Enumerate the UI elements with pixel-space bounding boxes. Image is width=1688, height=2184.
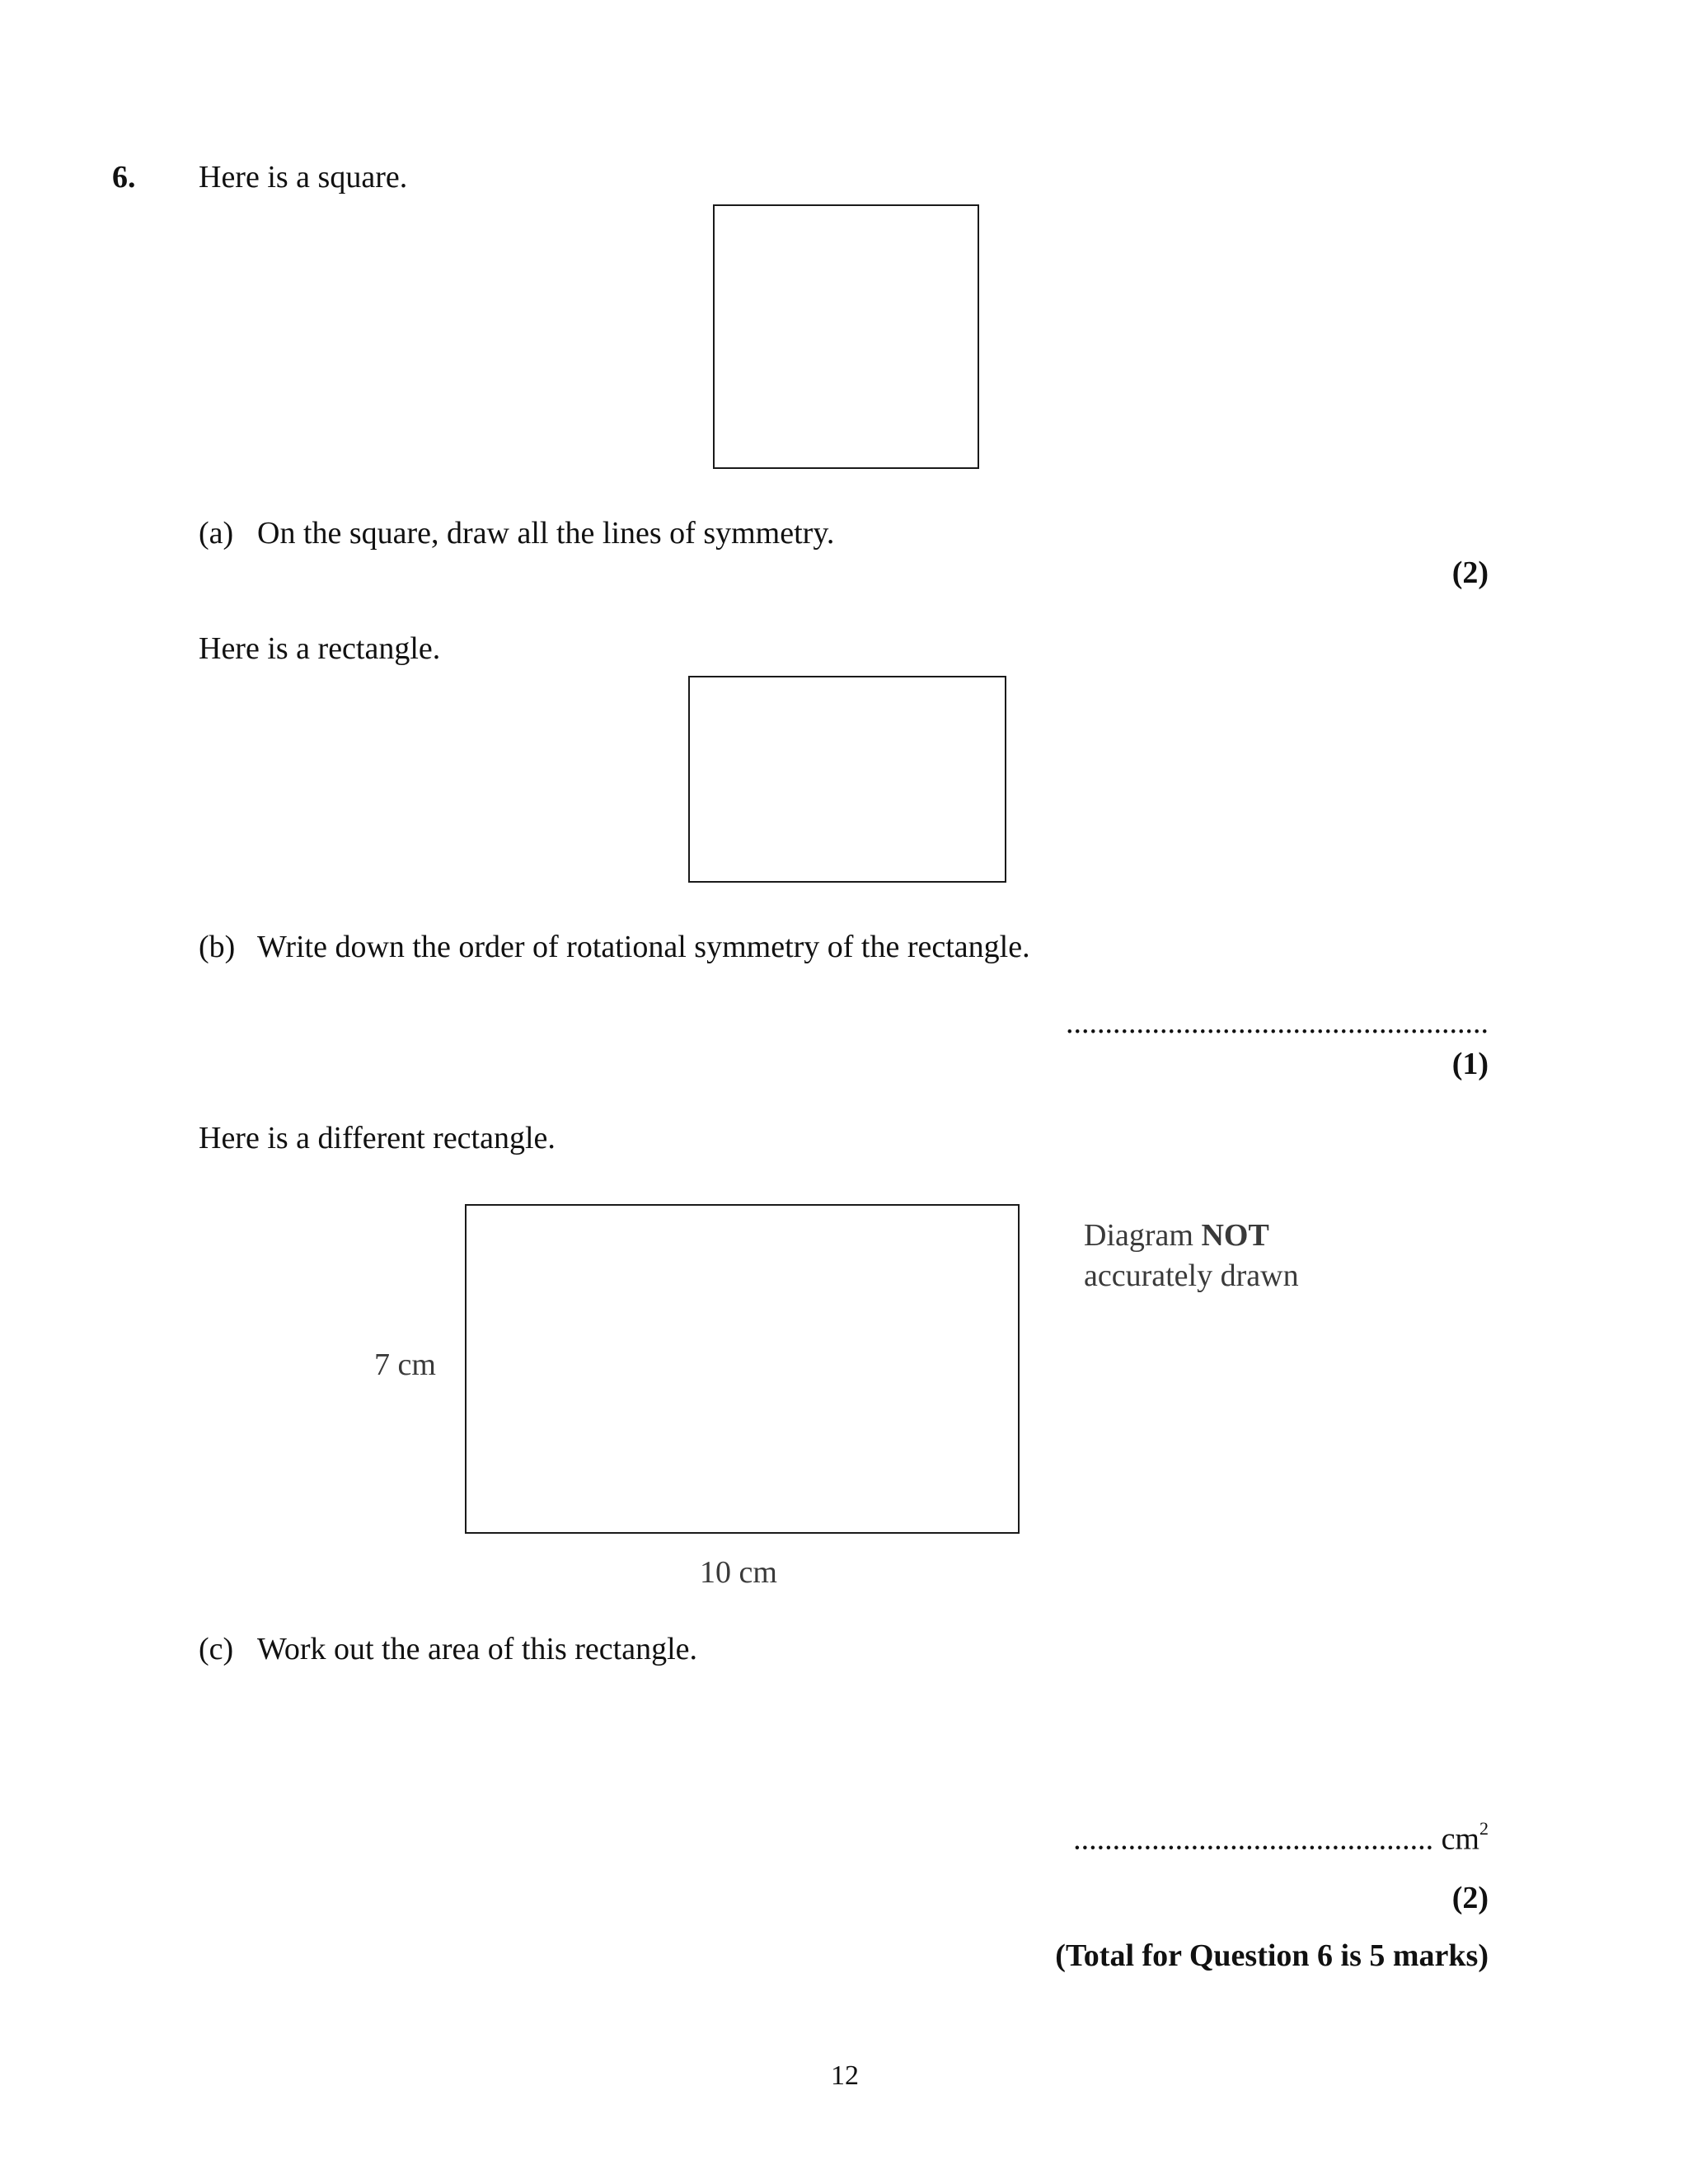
part-b-answer-line[interactable]: ...................................................... bbox=[1066, 1005, 1489, 1040]
question-total: (Total for Question 6 is 5 marks) bbox=[1055, 1938, 1489, 1973]
diagram-note bbox=[1084, 1216, 1299, 1296]
part-c-label: (c) bbox=[199, 1632, 234, 1666]
different-rectangle-intro: Here is a different rectangle. bbox=[199, 1121, 556, 1155]
diagram-note-line2: accurately drawn bbox=[1084, 1258, 1299, 1293]
diagram-note-prefix: Diagram bbox=[1084, 1218, 1202, 1253]
rectangle-intro: Here is a rectangle. bbox=[199, 631, 441, 666]
square-diagram bbox=[713, 204, 979, 469]
height-label: 7 cm bbox=[374, 1347, 436, 1382]
part-c-answer bbox=[1073, 1818, 1489, 1857]
part-c-marks: (2) bbox=[1451, 1881, 1489, 1915]
width-label: 10 cm bbox=[700, 1555, 777, 1590]
part-a-label: (a) bbox=[199, 516, 234, 551]
question-number: 6. bbox=[112, 160, 136, 194]
part-c-answer-line[interactable]: .............................................. bbox=[1073, 1821, 1434, 1857]
part-a-marks: (2) bbox=[1451, 555, 1489, 590]
part-b-marks: (1) bbox=[1451, 1047, 1489, 1081]
dimensioned-rectangle-diagram bbox=[465, 1204, 1020, 1534]
part-c-unit-power: 2 bbox=[1479, 1818, 1489, 1839]
page-number: 12 bbox=[831, 2060, 859, 2091]
part-b-label: (b) bbox=[199, 930, 236, 964]
rectangle-diagram bbox=[688, 676, 1006, 883]
diagram-note-line1 bbox=[1084, 1216, 1299, 1256]
part-a-text: On the square, draw all the lines of symmetry. bbox=[257, 516, 835, 551]
diagram-note-bold: NOT bbox=[1201, 1218, 1269, 1253]
question-intro: Here is a square. bbox=[199, 160, 408, 194]
part-c-unit: cm bbox=[1441, 1821, 1479, 1857]
part-c-text: Work out the area of this rectangle. bbox=[257, 1632, 698, 1666]
part-b-text: Write down the order of rotational symmetry of the rectangle. bbox=[257, 930, 1030, 964]
